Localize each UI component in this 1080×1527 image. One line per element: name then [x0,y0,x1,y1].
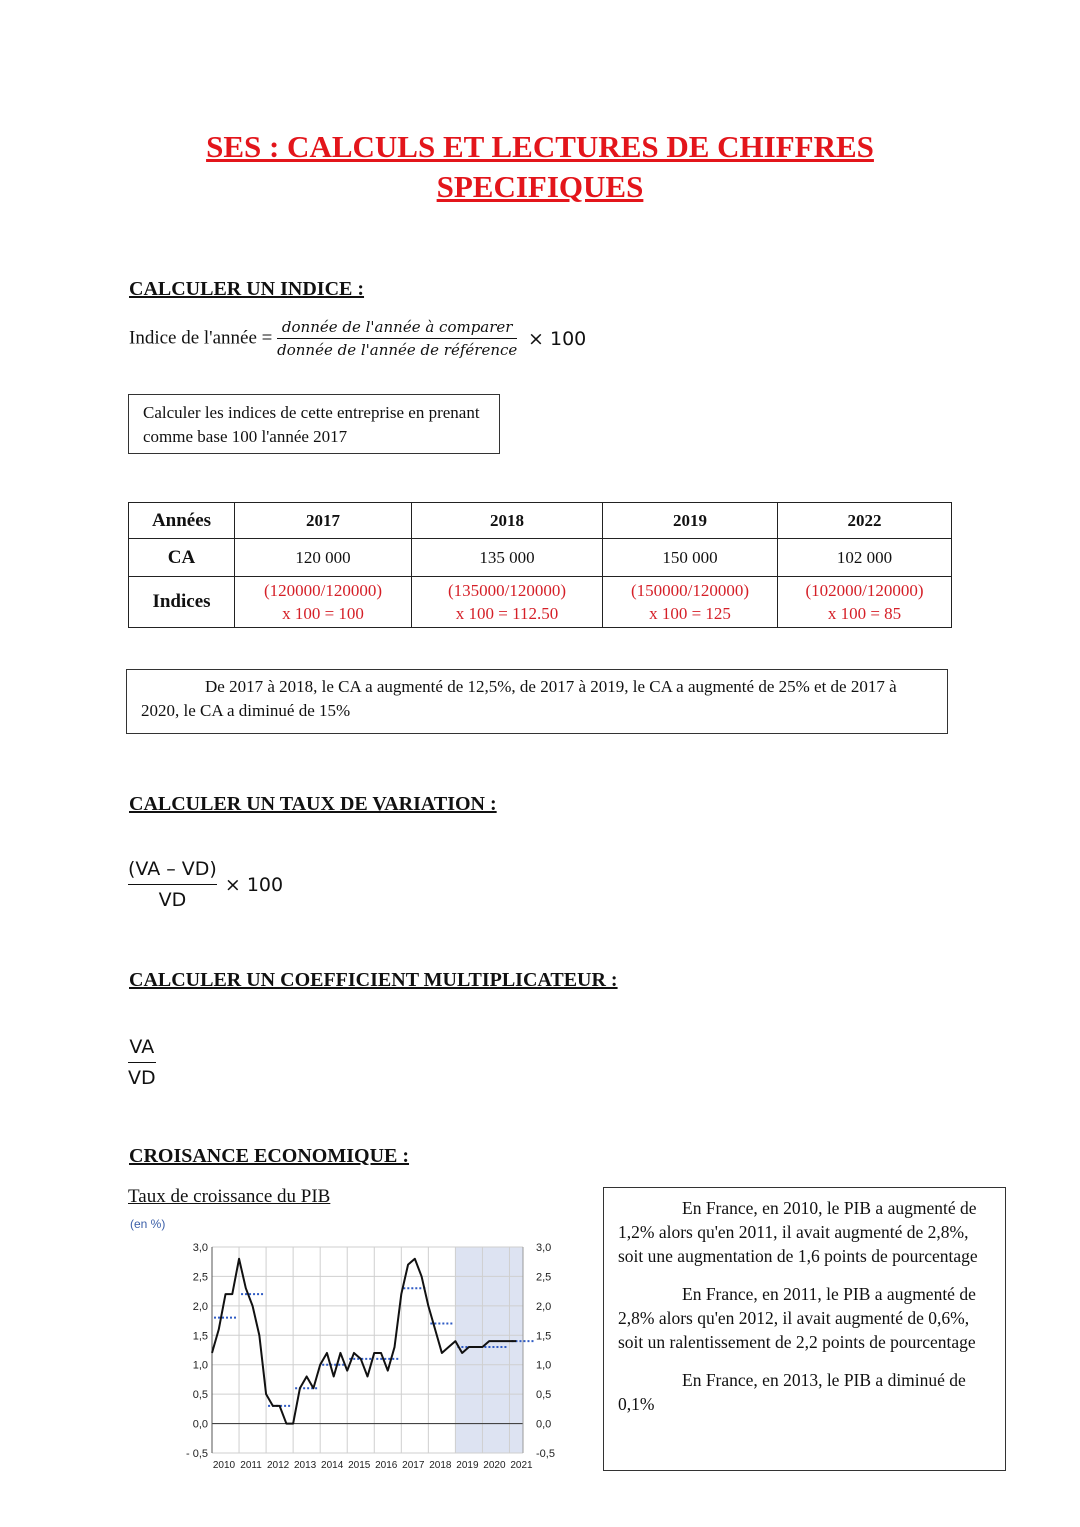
chart-unit: (en %) [130,1217,166,1231]
y-tick-label: 2,0 [192,1300,208,1313]
indice-calc-line2: x 100 = 85 [827,604,902,623]
indice-calc-line1: (150000/120000) [630,581,750,600]
comment-box [603,1187,1006,1471]
chart-title: Taux de croissance du PIB [128,1186,331,1207]
x-tick-label: 2012 [266,1460,290,1471]
section-heading-indice: CALCULER UN INDICE : [129,278,365,300]
x-tick-label: 2021 [510,1460,533,1471]
indice-multiplier: × 100 [528,327,587,350]
table-cell: 102 000 [778,539,952,577]
y-tick-label: 2,5 [536,1271,552,1284]
y-tick-label: 0,5 [192,1389,208,1402]
section-heading-taux-variation: CALCULER UN TAUX DE VARIATION : [129,793,497,815]
table-header-cell: 2018 [412,503,603,539]
x-tick-label: 2014 [321,1460,344,1471]
instruction-box: Calculer les indices de cette entreprise en prenant comme base 100 l'année 2017 [128,394,500,454]
section-heading-coefficient: CALCULER UN COEFFICIENT MULTIPLICATEUR : [129,969,618,991]
table-cell: 120 000 [235,539,412,577]
conclusion-text: De 2017 à 2018, le CA a augmenté de 12,5%, de 2017 à 2019, le CA a augmenté de 25% et de 2017 à 2020, le CA a diminué de 15% [141,677,897,720]
table-cell: 135 000 [412,539,603,577]
y-tick-label: 3,0 [536,1242,552,1254]
table-cell: 150 000 [603,539,778,577]
comment-paragraph: En France, en 2010, le PIB a augmenté de 1,2% alors qu'en 2011, il avait augmenté de 2,8%, soit une augmentation de 1,6 points de pourcentage [618,1198,978,1266]
y-tick-label: 0,5 [536,1389,552,1402]
coefficient-denominator: VD [128,1067,156,1089]
document-title-line1: SES : CALCULS ET LECTURES DE CHIFFRES [206,129,874,164]
y-tick-label: 1,5 [192,1330,208,1343]
indice-numerator: donnée de l'année à comparer [277,318,517,339]
document-title-line2: SPECIFIQUES [436,169,644,204]
taux-variation-multiplier: × 100 [224,873,284,896]
section-heading-croissance: CROISANCE ECONOMIQUE : [129,1145,410,1167]
table-row-label: CA [129,539,235,577]
x-tick-label: 2013 [294,1460,317,1471]
indice-denominator: donnée de l'année de référence [277,341,518,359]
table-row-label: Indices [129,577,235,628]
indice-calc-line1: (135000/120000) [447,581,567,600]
indice-calc-line1: (120000/120000) [263,581,383,600]
table-header-cell: Années [129,503,235,539]
x-tick-label: 2017 [402,1460,425,1471]
indice-formula-label: Indice de l'année = [129,327,273,349]
indice-calc-line2: x 100 = 100 [282,604,364,623]
y-tick-label: 2,0 [536,1300,552,1313]
comment-paragraph: En France, en 2011, le PIB a augmenté de 2,8% alors qu'en 2012, il avait augmenté de 0,6%, soit un ralentissement de 2,2 points de pourcentage [618,1284,976,1352]
y-tick-label: 1,5 [536,1330,552,1343]
x-tick-label: 2015 [348,1460,371,1471]
x-tick-label: 2010 [212,1460,236,1471]
y-tick-label: 1,0 [192,1359,208,1372]
table-header-cell: 2022 [778,503,952,539]
y-tick-label: 3,0 [192,1242,208,1254]
indice-calc-line2: x 100 = 125 [649,604,731,623]
indice-calc-line2: x 100 = 112.50 [455,604,559,623]
y-tick-label: 0,0 [536,1418,552,1431]
y-tick-label: 2,5 [192,1271,208,1284]
x-tick-label: 2019 [456,1460,479,1471]
y-tick-label: - 0,5 [185,1448,208,1460]
x-tick-label: 2016 [375,1460,398,1471]
x-tick-label: 2020 [483,1460,506,1471]
table-header-cell: 2017 [235,503,412,539]
taux-variation-numerator: (VA – VD) [128,858,217,885]
y-tick-label: 1,0 [536,1359,552,1372]
y-tick-label: 0,0 [192,1418,208,1431]
coefficient-numerator: VA [128,1036,156,1063]
taux-variation-denominator: VD [158,889,187,911]
x-tick-label: 2011 [240,1460,262,1471]
indice-calc-line1: (102000/120000) [805,581,924,600]
comment-paragraph: En France, en 2013, le PIB a diminué de 0,1% [618,1370,966,1414]
table-header-cell: 2019 [603,503,778,539]
y-tick-label: -0,5 [536,1448,555,1460]
x-tick-label: 2018 [429,1460,452,1471]
